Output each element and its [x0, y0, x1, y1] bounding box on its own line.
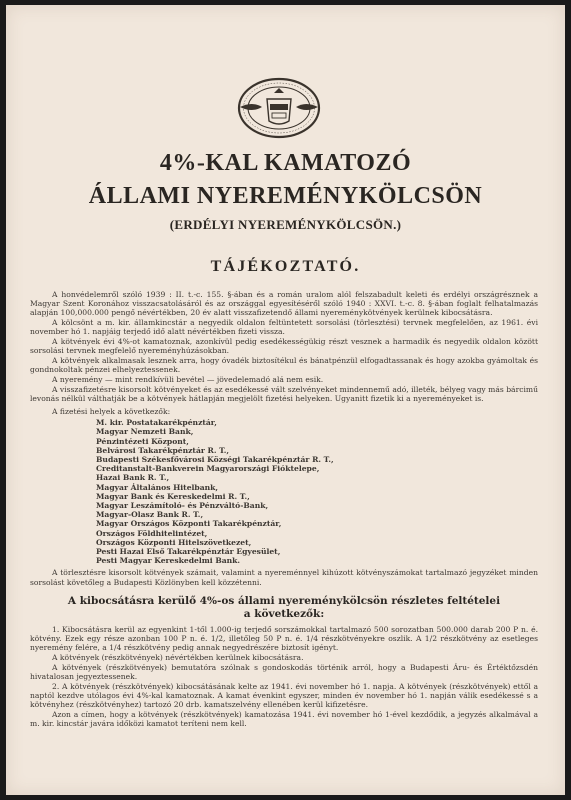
list-item: Magyar Nemzeti Bank,: [96, 427, 194, 437]
document-title-line-1: 4%-KAL KAMATOZÓ: [159, 150, 412, 176]
section-heading: TÁJÉKOZTATÓ.: [210, 258, 361, 275]
list-item: Magyar Általános Hitelbank,: [96, 482, 219, 492]
document-page: [6, 5, 565, 795]
intro-paragraph: A fizetési helyek a következők:: [52, 406, 171, 416]
list-item: Országos Földhitelintézet,: [96, 528, 208, 538]
list-item: Pénzintézeti Központ,: [96, 436, 189, 446]
list-item: Magyar Bank és Kereskedelmi R. T.,: [96, 491, 250, 501]
paying-agents-list: [30, 418, 538, 565]
list-item: M. kir. Postatakarékpénztár,: [96, 418, 217, 428]
document-body: [30, 290, 538, 729]
list-item: Budapesti Székesfővárosi Községi Takarékpénztár R. T.,: [96, 454, 334, 464]
list-item: Pesti Hazai Első Takarékpénztár Egyesület,: [96, 546, 281, 556]
condition-paragraph: Azon a címen, hogy a kötvények (részkötvények) kamatozása 1941. évi november hó 1-ével kezdődik, a jegyzés alkalmával a m. kir. kincstár javára időközi kamatot teríteni nem kell.: [30, 709, 538, 728]
intro-paragraph: A kötvények évi 4%-ot kamatoznak, azonkívül pedig esedékességükig részt vesznek a harmadik és negyedik oldalon között sorsolási tervnek megfelelő nyereményhúzásokban.: [30, 337, 538, 356]
condition-paragraph: 2. A kötvények (részkötvények) kibocsátásának kelte az 1941. évi november hó 1. napja. A kötvények (részkötvények) ettől a naptól kezdve utólagos évi 4%-kal kamatoznak. A kamat évenkint egyszer, minden év november hó 1. napján válik esedékessé s a kötvényhez (részkötvényhez) tartozó 20 drb. kamatszelvény ellenében kerül kifizetésre.: [30, 681, 538, 709]
condition-paragraph: 1. Kibocsátásra kerül az egyenkint 1-től 1.000-ig terjedő sorszámokkal tartalmazó 500 sorozatban 500.000 darab 200 P n. é. kötvény. Ezek egy része azonban 100 P n. é. 1/2, illetőleg 50 P n. é. 1/4 részkötvényekre oszlik. A 1/2 részkötvény az esetleges nyeremény felére, a 1/4 részkötvény pedig annak negyedrészére biztosít igényt.: [30, 624, 538, 653]
list-item: Creditanstalt-Bankverein Magyarországi Fióktelepe,: [96, 464, 320, 474]
list-item: Magyar Országos Központi Takarékpénztár,: [96, 519, 282, 529]
list-item: Magyar-Olasz Bank R. T.,: [96, 510, 204, 520]
condition-paragraph: A kötvények (részkötvények) névértékben kerülnek kibocsátásra.: [52, 652, 304, 662]
list-item: Országos Központi Hitelszövetkezet,: [96, 537, 252, 547]
intro-paragraph: A nyeremény — mint rendkívüli bevétel — jövedelemadó alá nem esik.: [52, 374, 324, 384]
intro-paragraph: A kölcsönt a m. kir. államkincstár a negyedik oldalon feltüntetett sorsolási (törlesztési) tervnek megfelelően, az 1961. évi november hó 1. napjáig terjedő idő alatt névértékben fizeti vissza.: [30, 318, 538, 337]
document-title-line-2: ÁLLAMI NYEREMÉNYKÖLCSÖN: [88, 183, 483, 209]
publication-paragraph: A törlesztésre kisorsolt kötvények számait, valamint a nyereménnyel kihúzott kötvényszámokat tartalmazó jegyzéket minden sorsolást követőleg a Budapesti Közlönyben kell közzétenni.: [30, 568, 538, 587]
conditions-heading-line-1: A kibocsátásra kerülő 4%-os állami nyereménykölcsön részletes feltételei: [67, 594, 501, 607]
list-item: Magyar Leszámítoló- és Pénzváltó-Bank,: [96, 500, 269, 510]
document-subtitle: (ERDÉLYI NYEREMÉNYKÖLCSÖN.): [169, 217, 402, 232]
intro-paragraph: A honvédelemről szóló 1939 : II. t.-c. 155. §-ában és a román uralom alól felszabadult keleti és erdélyi országrésznek a Magyar Szent Koronához visszacsatolásáról és az országgal egyesítéséről szóló 1940 : XXVI. t.-c. 8. §-ában foglalt felhatalmazás alapján 100,000.000 pengő névértékben, 20 év alatt visszafizetendő állami nyereménykötvények kerülnek kibocsátásra.: [30, 290, 538, 318]
intro-paragraph: A visszafizetésre kisorsolt kötvényeket és az esedékessé vált szelvényeket mindennemű adó, illeték, bélyeg vagy más bárcimű levonás nélkül válthatják be a kötvények hátlapján megjelölt fizetési helyeken. Ugyanitt fizetik ki a nyereményeket is.: [30, 384, 538, 403]
list-item: Belvárosi Takarékpénztár R. T.,: [96, 445, 230, 455]
intro-paragraph: A kötvények alkalmasak lesznek arra, hogy óvadék biztosítékul és bánatpénzül elfogadtassanak és hogy azokba gyámoltak és gondnokoltak pénzei elhelyeztessenek.: [30, 355, 538, 375]
conditions-heading-line-2: a következők:: [243, 607, 325, 620]
condition-paragraph: A kötvények (részkötvények) bemutatóra szólnak s gondoskodás történik arról, hogy a Budapesti Áru- és Értéktőzsdén hivatalosan jegyeztessenek.: [30, 662, 538, 681]
list-item: Hazai Bank R. T.,: [96, 473, 170, 483]
list-item: Pesti Magyar Kereskedelmi Bank.: [96, 556, 241, 566]
lottery-bond-emblem-icon: [234, 77, 324, 139]
